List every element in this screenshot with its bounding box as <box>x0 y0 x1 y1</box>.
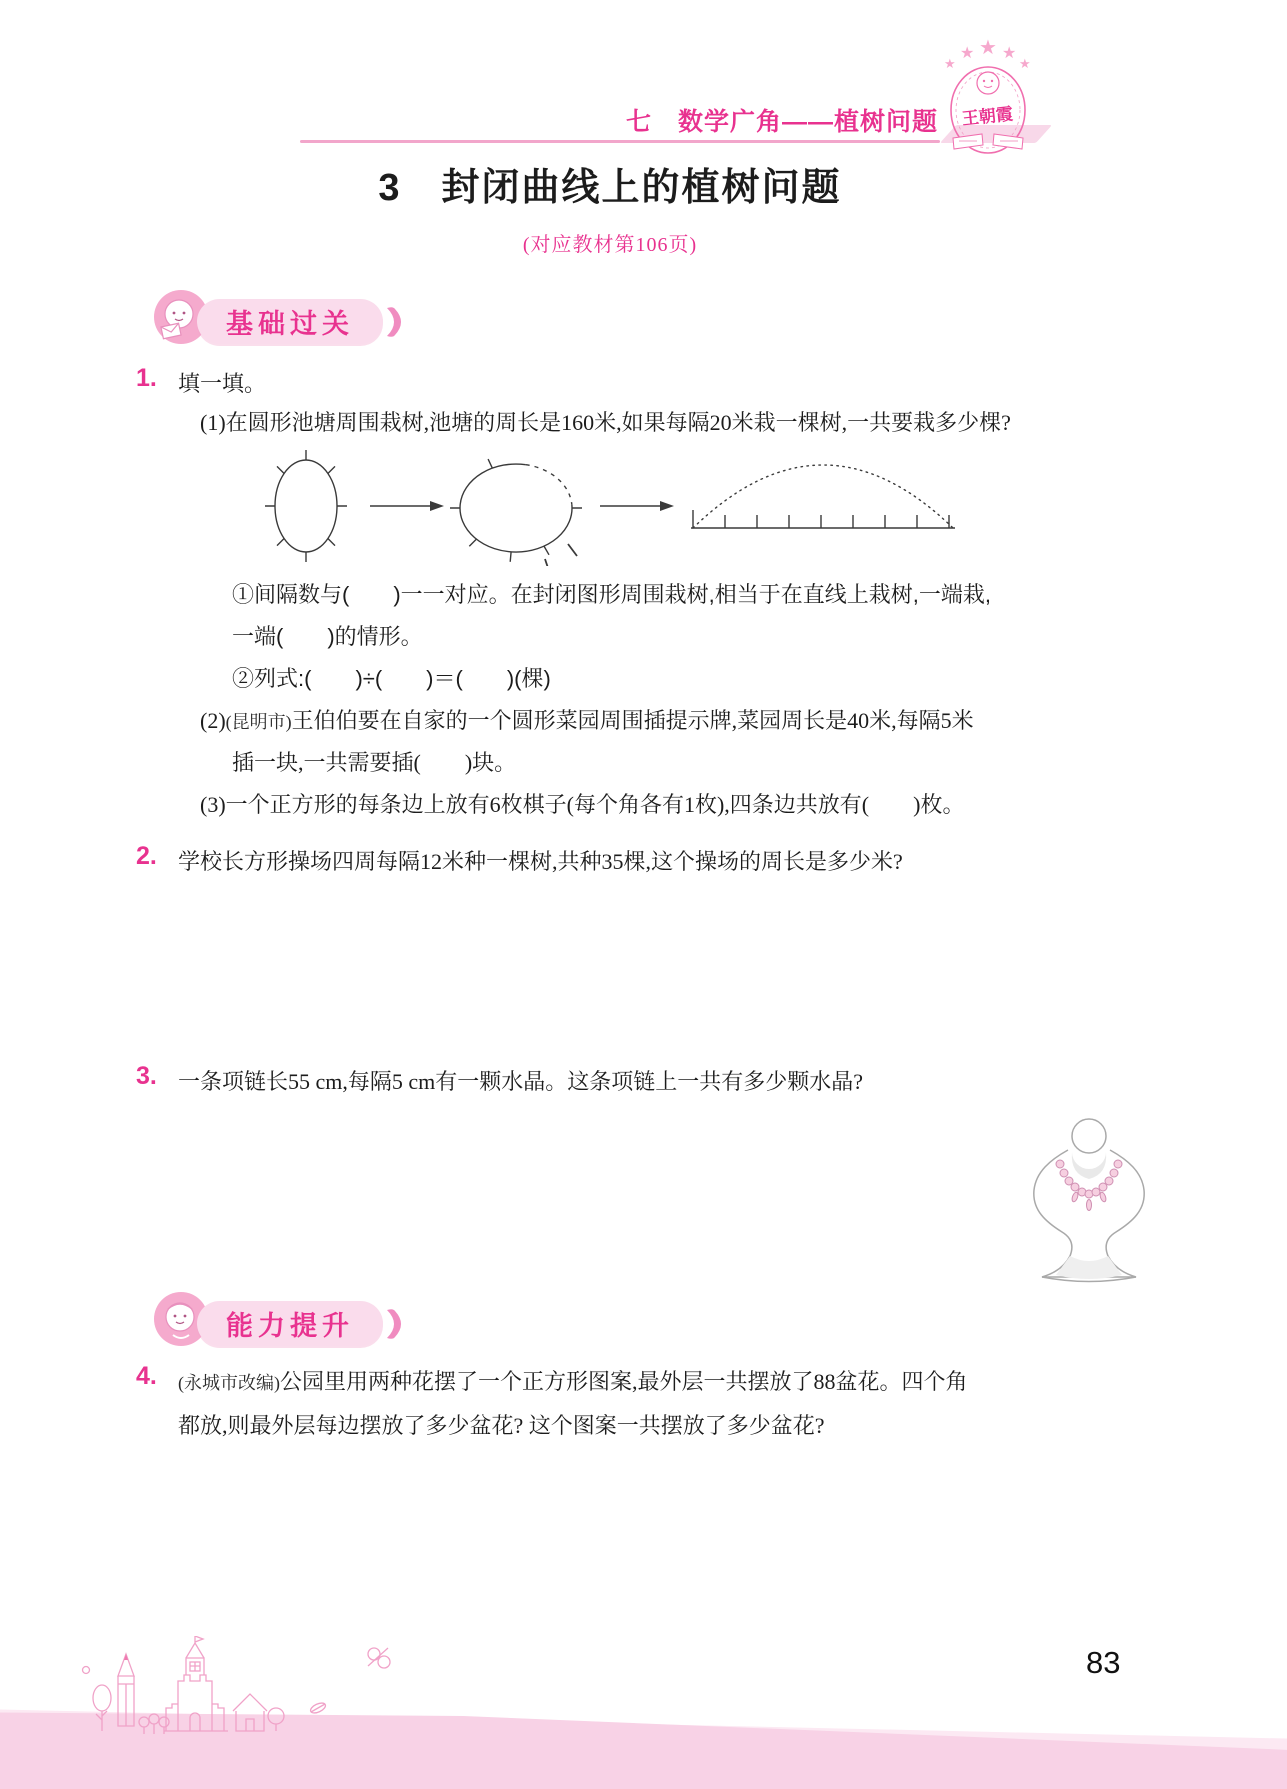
question-4-line1 <box>178 1365 968 1396</box>
circle-figure <box>265 450 347 562</box>
chapter-underline <box>300 140 940 143</box>
necklace-beads <box>1056 1160 1122 1211</box>
badge-brand-text: 王朝霞 <box>961 104 1014 129</box>
question-number: 2. <box>136 842 157 870</box>
section-ribbon-tail-icon <box>385 1308 405 1340</box>
question-4-line2: 都放,则最外层每边摆放了多少盆花? 这个图案一共摆放了多少盆花? <box>178 1413 825 1438</box>
page-number: 83 <box>1086 1645 1121 1680</box>
star-icon: ★ <box>944 57 956 72</box>
question-3-text: 一条项链长55 cm,每隔5 cm有一颗水晶。这条项链上一共有多少颗水晶? <box>178 1069 864 1094</box>
question-number: 3. <box>136 1062 157 1090</box>
section-label: 基础过关 <box>226 309 354 339</box>
section-ribbon-tail-icon <box>385 306 405 338</box>
q1-part2-line2: 插一块,一共需要插( )块。 <box>232 750 517 775</box>
section-header-basics <box>197 299 383 344</box>
chapter-title: 七 数学广角——植树问题 <box>625 108 938 136</box>
star-icon: ★ <box>979 38 997 59</box>
question-number: 1. <box>136 364 157 392</box>
footer-decoration <box>78 1636 438 1751</box>
star-icon: ★ <box>1019 57 1031 72</box>
q1-sub2-formula: ②列式:( )÷( )＝( )(棵) <box>232 666 551 691</box>
flattened-line-figure <box>691 465 955 528</box>
q1-part3-text: (3)一个正方形的每条边上放有6枚棋子(每个角各有1枚),四条边共放有( )枚。 <box>200 792 965 817</box>
question-2-text: 学校长方形操场四周每隔12米种一棵树,共种35棵,这个操场的周长是多少米? <box>178 849 903 874</box>
arrow-icon <box>370 501 444 511</box>
q1-part2-text: 王伯伯要在自家的一个圆形菜园周围插提示牌,菜园周长是40米,每隔5米 <box>291 708 974 733</box>
star-icon: ★ <box>960 43 975 62</box>
section-header-advanced <box>197 1301 383 1346</box>
section-label: 能力提升 <box>226 1311 354 1341</box>
ellipse-figure <box>450 459 582 566</box>
q1-part2-source-tag: (昆明市) <box>225 712 292 732</box>
question-1-stem: 填一填。 <box>178 371 267 396</box>
q1-part2-line1 <box>200 704 974 735</box>
q1-sub1-line1: ①间隔数与( )一一对应。在封闭图形周围栽树,相当于在直线上栽树,一端栽, <box>232 582 991 607</box>
mascot-face-icon <box>977 72 999 94</box>
question-number: 4. <box>136 1362 157 1390</box>
star-icon: ★ <box>1002 43 1017 62</box>
q1-sub1-line2: 一端( )的情形。 <box>232 624 423 649</box>
q4-source-tag: (永城市改编) <box>178 1373 280 1393</box>
q1-part1-text: (1)在圆形池塘周围栽树,池塘的周长是160米,如果每隔20米栽一棵树,一共要栽多少棵? <box>200 410 1011 435</box>
q1-part2-number: (2) <box>200 708 226 733</box>
q4-text-line1: 公园里用两种花摆了一个正方形图案,最外层一共摆放了88盆花。四个角 <box>280 1369 968 1394</box>
q1-circle-unroll-diagram <box>248 448 960 566</box>
page-title: 3 封闭曲线上的植树问题 <box>378 167 842 209</box>
necklace-illustration <box>1012 1106 1167 1288</box>
brand-badge <box>938 38 1038 158</box>
arrow-icon <box>600 501 674 511</box>
page-subtitle: (对应教材第106页) <box>522 234 698 256</box>
